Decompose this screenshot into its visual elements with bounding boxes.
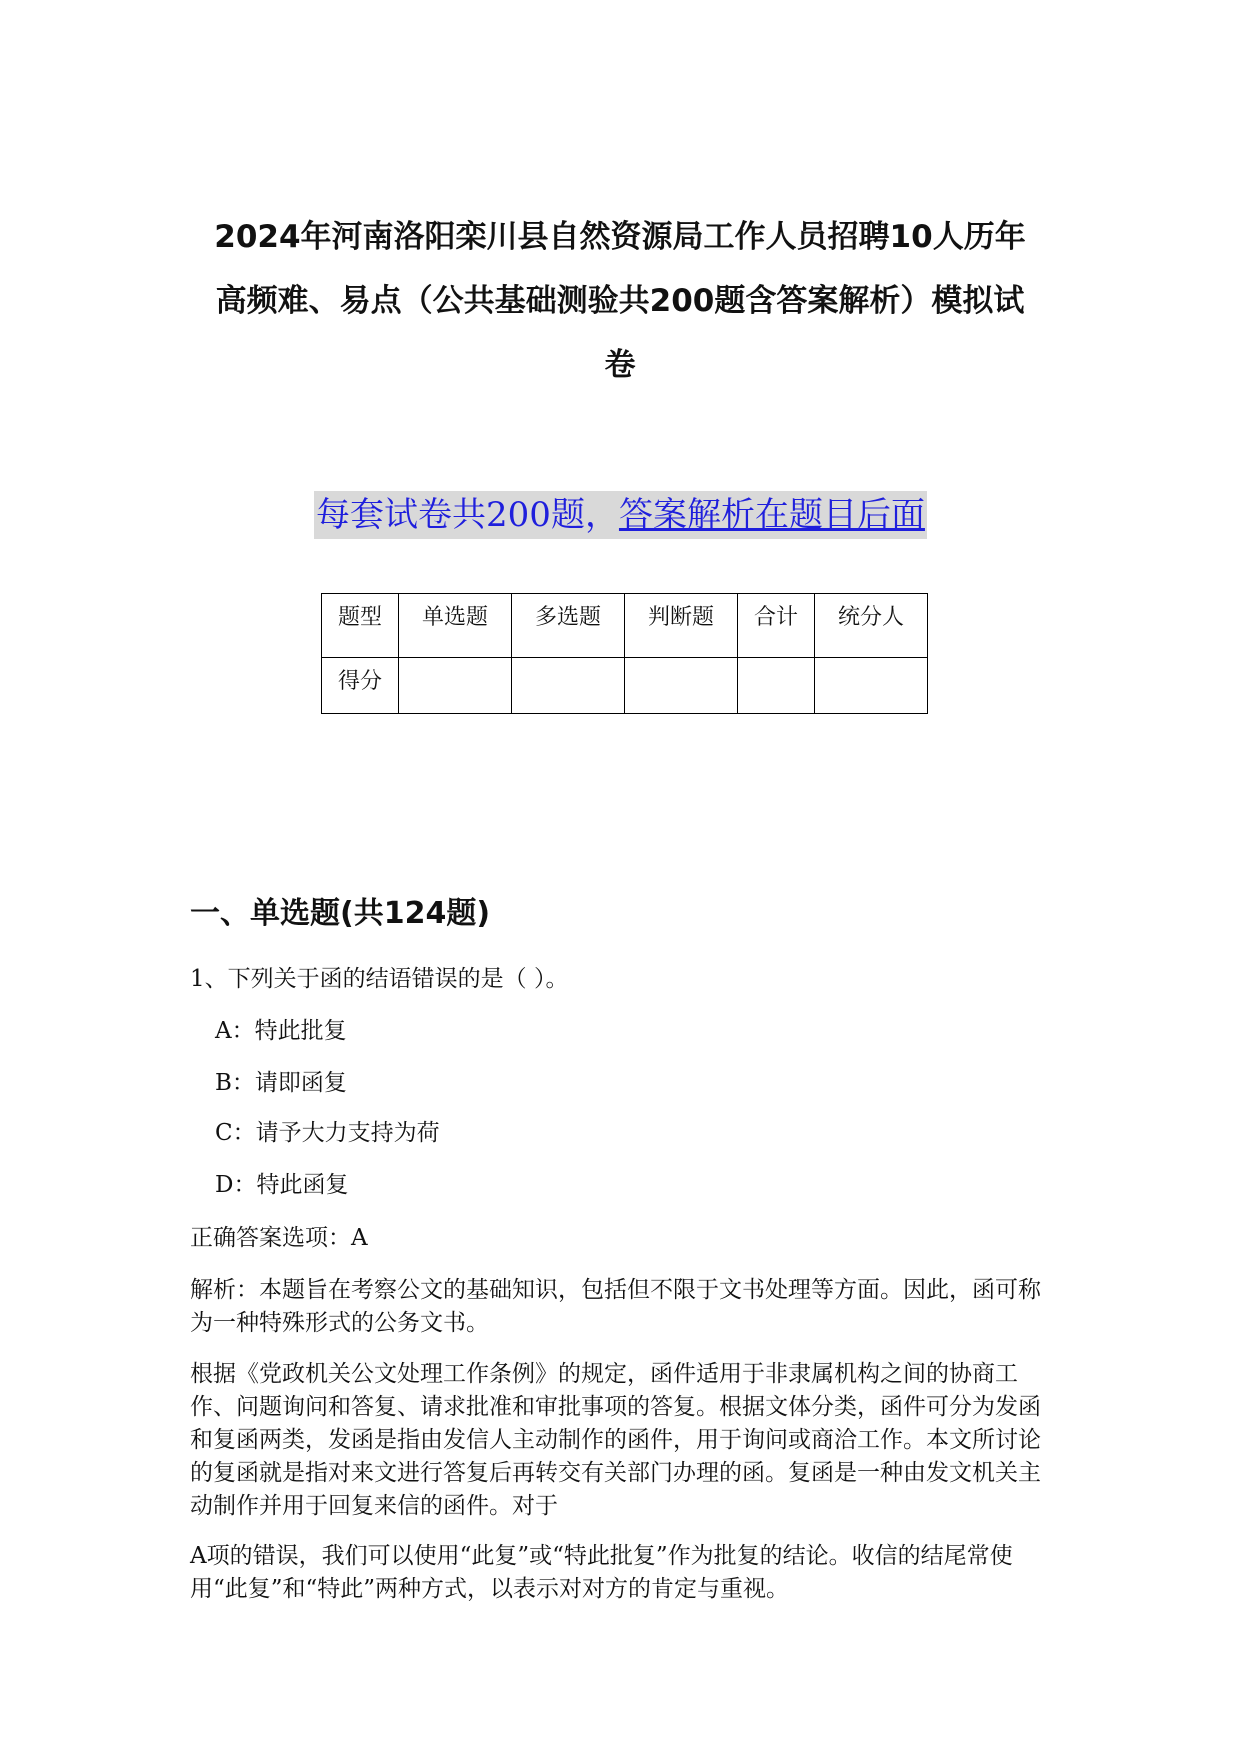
- score-table-score-row: [322, 658, 928, 714]
- option-b: B：请即函复: [215, 1070, 347, 1096]
- title-line-1: 2024年河南洛阳栾川县自然资源局工作人员招聘10人历年: [214, 219, 1026, 255]
- section-heading: 一、单选题(共124题): [190, 896, 491, 931]
- score-cell-single[interactable]: [398, 658, 511, 714]
- score-cell-scorer[interactable]: [814, 658, 927, 714]
- subtitle-plain: 每套试卷共200题，: [316, 495, 619, 535]
- title-line-2: 高频难、易点（公共基础测验共200题含答案解析）模拟试: [215, 283, 1025, 319]
- option-a: A：特此批复: [215, 1018, 347, 1044]
- score-table: [321, 593, 928, 714]
- score-cell-multiple[interactable]: [511, 658, 624, 714]
- score-row-label: 得分: [322, 658, 399, 714]
- title-line-3: 卷: [604, 347, 636, 383]
- option-d: D：特此函复: [215, 1172, 349, 1198]
- score-cell-judgment[interactable]: [624, 658, 737, 714]
- header-cell-type: 题型: [322, 594, 399, 658]
- score-cell-total[interactable]: [737, 658, 814, 714]
- header-cell-scorer: 统分人: [814, 594, 927, 658]
- correct-answer: 正确答案选项：A: [190, 1225, 368, 1251]
- explanation-paragraph-3: A项的错误，我们可以使用“此复”或“特此批复”作为批复的结论。收信的结尾常使用“此复”和“特此”两种方式，以表示对对方的肯定与重视。: [190, 1543, 1013, 1602]
- option-c: C：请予大力支持为荷: [215, 1120, 440, 1146]
- question-text: 1、下列关于函的结语错误的是（ ）。: [190, 966, 569, 992]
- explanation-paragraph-1: 解析：本题旨在考察公文的基础知识，包括但不限于文书处理等方面。因此，函可称为一种特殊形式的公务文书。: [190, 1277, 1041, 1336]
- subtitle-banner: [0, 491, 1241, 539]
- header-cell-total: 合计: [737, 594, 814, 658]
- answer-location-link[interactable]: 答案解析在题目后面: [618, 495, 925, 535]
- header-cell-single: 单选题: [398, 594, 511, 658]
- document-title: [180, 205, 1060, 397]
- score-table-header-row: [322, 594, 928, 658]
- header-cell-multiple: 多选题: [511, 594, 624, 658]
- subtitle: [314, 491, 927, 539]
- header-cell-judgment: 判断题: [624, 594, 737, 658]
- explanation-paragraph-2: 根据《党政机关公文处理工作条例》的规定，函件适用于非隶属机构之间的协商工作、问题询问和答复、请求批准和审批事项的答复。根据文体分类，函件可分为发函和复函两类，发函是指由发信人主动制作的函件，用于询问或商洽工作。本文所讨论的复函就是指对来文进行答复后再转交有关部门办理的函。复函是一种由发文机关主动制作并用于回复来信的函件。对于: [190, 1361, 1041, 1519]
